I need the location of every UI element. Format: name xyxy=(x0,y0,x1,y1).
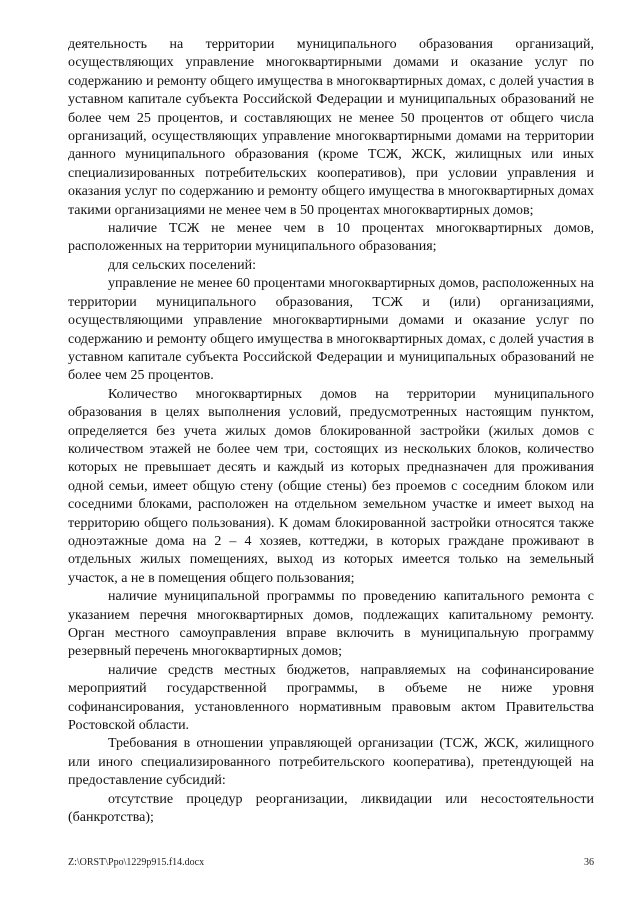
paragraph-no-bankruptcy: отсутствие процедур реорганизации, ликвидации или несостоятельности (банкротства); xyxy=(68,791,594,826)
page-number: 36 xyxy=(584,857,594,868)
paragraph-municipal-program: наличие муниципальной программы по проведению капитального ремонта с указанием перечня многоквартирных домов, подлежащих капитальному ремонту. Орган местного самоуправления вправе включить в муниципальную программу резервный перечень многоквартирных домов; xyxy=(68,589,594,660)
footer-file-path: Z:\ORST\Ppo\1229p915.f14.docx xyxy=(68,857,205,868)
paragraph-tszh-share: наличие ТСЖ не менее чем в 10 процентах многоквартирных домов, расположенных на территории муниципального образования; xyxy=(68,221,594,255)
paragraph-rural-management: управление не менее 60 процентами многоквартирных домов, расположенных на территории муниципального образования, ТСЖ и (или) организациями, осуществляющими управление многоквартирными домами и оказание услуг по содержанию и ремонту общего имущества в многоквартирных домах, с долей участия в уставном капитале субъекта Российской Федерации и муниципальных образований не более чем 25 процентов. xyxy=(68,276,594,384)
paragraph-local-budget: наличие средств местных бюджетов, направляемых на софинансирование мероприятий государственной программы, в объеме не ниже уровня софинансирования, установленного нормативным правовым актом Правительства Ростовской области. xyxy=(68,662,594,734)
document-body xyxy=(68,36,594,827)
paragraph-management-requirements: Требования в отношении управляющей организации (ТСЖ, ЖСК, жилищного или иного специализированного потребительского кооператива), претендующей на предоставление субсидий: xyxy=(68,736,594,789)
paragraph-building-count: Количество многоквартирных домов на территории муниципального образования в целях выполнения условий, предусмотренных настоящим пунктом, определяется без учета жилых домов блокированной застройки (жилых домов с количеством этажей не более чем три, состоящих из нескольких блоков, количество которых не превышает десять и каждый из которых предназначен для проживания одной семьи, имеет общую стену (общие стены) без проемов с соседним блоком или соседними блоками, расположен на отдельном земельном участке и имеет выход на территорию общего пользования). К домам блокированной застройки относятся также одноэтажные дома на 2 – 4 хозяев, коттеджи, в которых граждане проживают в отдельных жилых помещениях, выход из которых имеется только на земельный участок, а не в помещения общего пользования; xyxy=(68,386,594,586)
paragraph-rural-settlements-heading: для сельских поселений: xyxy=(108,257,257,273)
paragraph-continuation: деятельность на территории муниципального образования организаций, осуществляющих управление многоквартирными домами и оказание услуг по содержанию и ремонту общего имущества в многоквартирных домах, с долей участия в уставном капитале субъекта Российской Федерации и муниципальных образований не более чем 25 процентов, и составляющих не менее 50 процентов от общего числа организаций, осуществляющих управление многоквартирными домами на территории данного муниципального образования (кроме ТСЖ, ЖСК, жилищных или иных специализированных потребительских кооперативов), при условии управления и оказания услуг по содержанию и ремонту общего имущества в многоквартирных домах такими организациями не менее чем в 50 процентах многоквартирных домов; xyxy=(68,37,594,218)
